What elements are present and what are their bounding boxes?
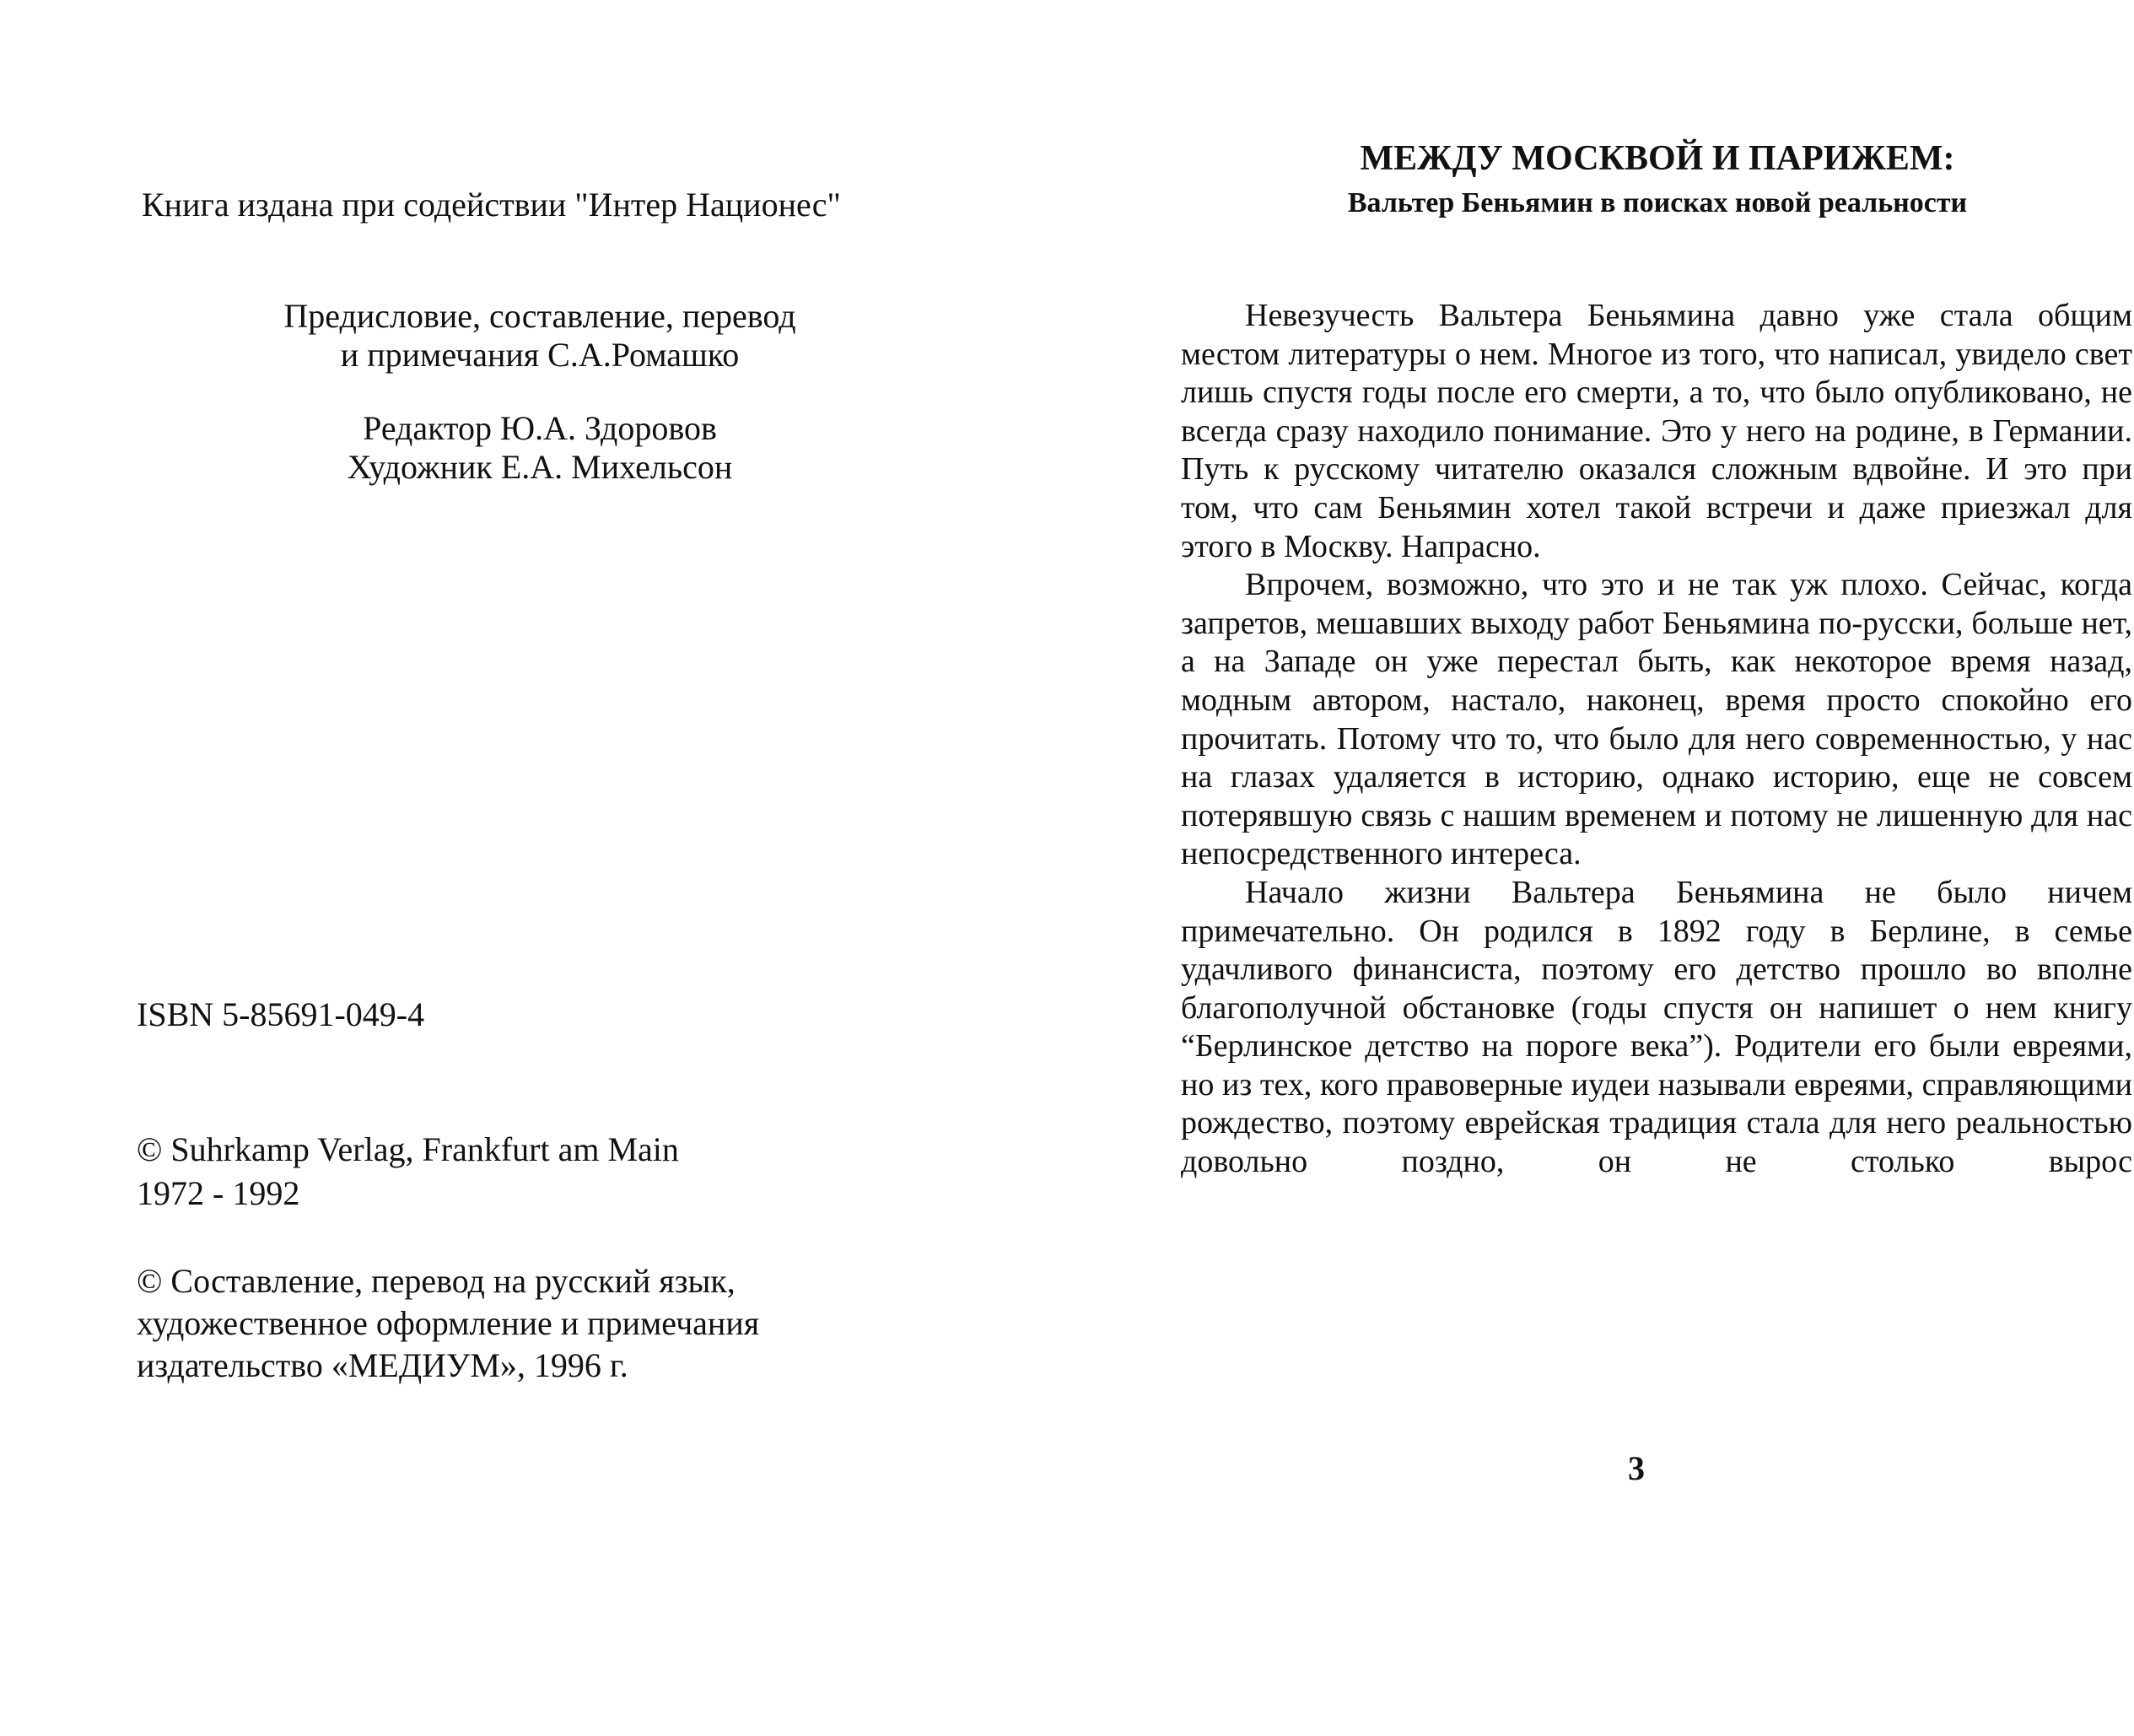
paragraph: Впрочем, возможно, что это и не так уж плохо. Сейчас, когда запретов, мешавших выходу работ Беньямина по-русски, больше нет, а на Западе он уже перестал быть, как некоторое время назад, модным автором, настало, наконец, время просто спокойно его прочитать. Потому что то, что было для него современностью, у нас на глазах удаляется в историю, однако историю, еще не совсем потерявшую связь с нашим временем и потому не лишенную для нас непосредственного интереса.: [1181, 567, 2132, 872]
page-number: 3: [1628, 1449, 1645, 1487]
copyright-translation-line: художественное оформление и примечания: [137, 1304, 760, 1342]
artist-line: Художник Е.А. Михельсон: [347, 448, 733, 486]
isbn: ISBN 5-85691-049-4: [137, 995, 425, 1033]
copyright-original-line: © Suhrkamp Verlag, Frankfurt am Main: [137, 1130, 679, 1168]
paragraph: Начало жизни Вальтера Беньямина не было ничем примечательно. Он родился в 1892 году в Берлине, в семье удачливого финансиста, поэтому его детство прошло во вполне благополучной обстановке (годы спустя он напишет о нем книгу “Берлинское детство на пороге века”). Родители его были евреями, но из тех, кого правоверные иудеи называли евреями, справляющими рождество, поэтому еврейская традиция стала для него реальностью довольно поздно, он не столько вырос: [1181, 874, 2132, 1180]
staff-block: [169, 409, 911, 487]
chapter-subtitle: Вальтер Беньямин в поисках новой реальности: [1347, 187, 1968, 218]
right-page: [1004, 0, 2132, 1736]
support-note: Книга издана при содействии "Интер Национес": [142, 186, 841, 224]
chapter-title: МЕЖДУ МОСКВОЙ И ПАРИЖЕМ:: [1360, 139, 1955, 178]
copyright-translation-line: © Составление, перевод на русский язык,: [137, 1262, 736, 1300]
copyright-translation-line: издательство «МЕДИУМ», 1996 г.: [137, 1346, 628, 1384]
left-page: [0, 0, 1004, 1736]
copyright-years: 1972 - 1992: [137, 1174, 300, 1212]
credits-line: Предисловие, составление, перевод: [283, 297, 796, 335]
editor-line: Редактор Ю.А. Здоровов: [363, 409, 717, 447]
credits-block: [169, 297, 911, 375]
paragraph: Невезучесть Вальтера Беньямина давно уже стала общим местом литературы о нем. Многое из того, что написал, увидело свет лишь спустя годы после его смерти, а то, что было опубликовано, не всегда сразу находило понимание. Это у него на родине, в Германии. Путь к русскому читателю оказался сложным вдвойне. И это при том, что сам Беньямин хотел такой встречи и даже приезжал для этого в Москву. Напрасно.: [1181, 298, 2132, 564]
body-text: [1181, 297, 2132, 1182]
credits-line: и примечания С.А.Ромашко: [340, 336, 740, 374]
